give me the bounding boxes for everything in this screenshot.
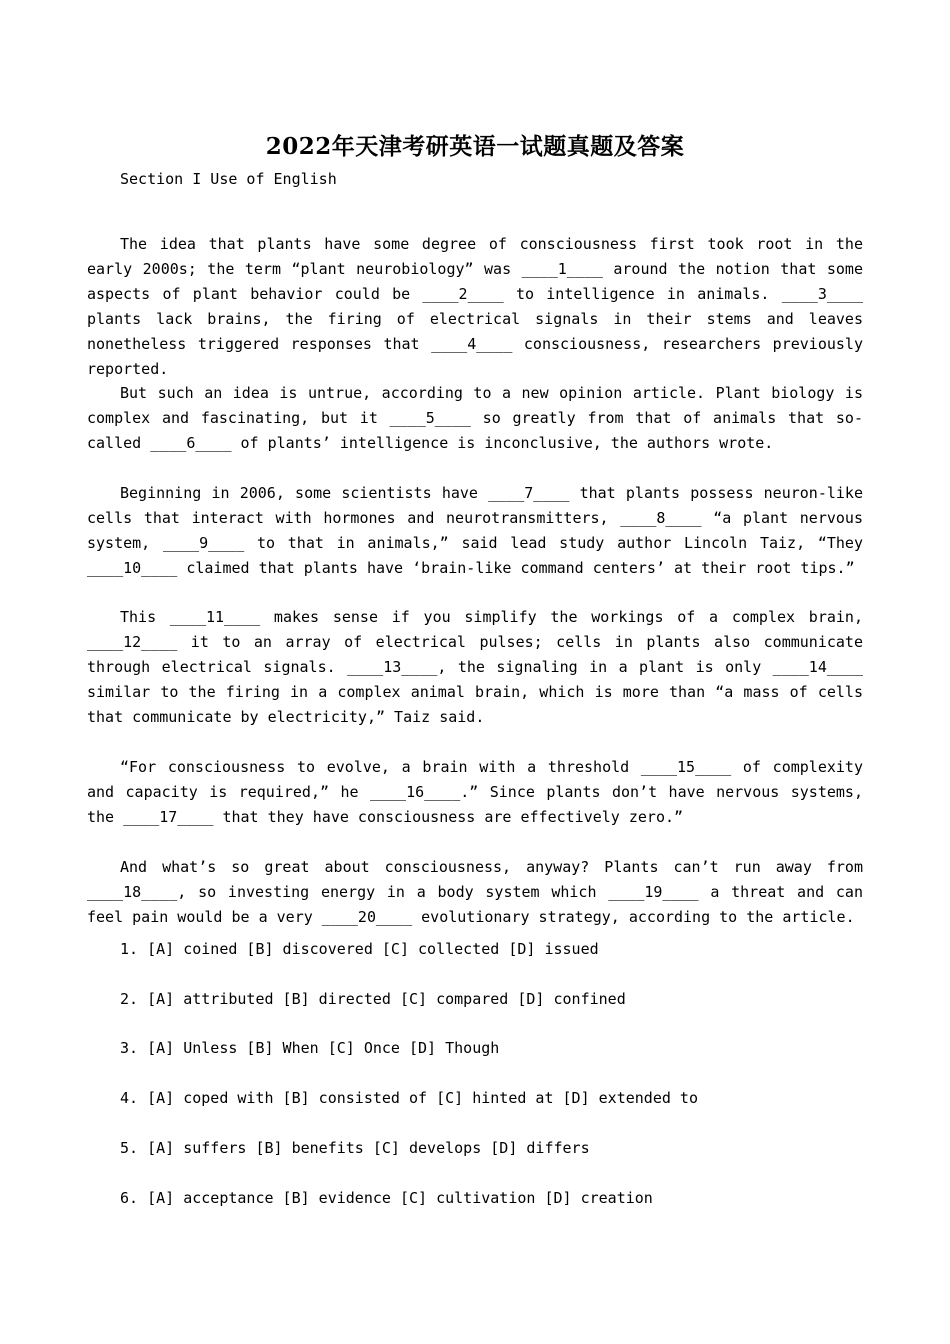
question-item: 1. [A] coined [B] discovered [C] collected [D] issued xyxy=(120,940,599,958)
question-item: 5. [A] suffers [B] benefits [C] develops [D] differs xyxy=(120,1139,590,1157)
passage-paragraph: But such an idea is untrue, according to a new opinion article. Plant biology is complex and fascinating, but it ____5____ so greatly from that of animals that so-called ____6____ of plants’ intelligence is inconclusive, the authors wrote. xyxy=(87,384,863,452)
passage-paragraph: The idea that plants have some degree of consciousness first took root in the early 2000s; the term “plant neurobiology” was ____1____ around the notion that some aspects of plant behavior could be ____2____ to intelligence in animals. ____3____ plants lack brains, the firing of electrical signals in their stems and leaves nonetheless triggered responses that ____4____ consciousness, researchers previously reported. xyxy=(87,235,863,378)
question-item: 3. [A] Unless [B] When [C] Once [D] Though xyxy=(120,1039,500,1057)
passage-paragraph: This ____11____ makes sense if you simplify the workings of a complex brain, ____12____ it to an array of electrical pulses; cells in plants also communicate through electrical signals. ____13____, the signaling in a plant is only ____14____ similar to the firing in a complex animal brain, which is more than “a mass of cells that communicate by electricity,” Taiz said. xyxy=(87,608,863,726)
question-item: 4. [A] coped with [B] consisted of [C] hinted at [D] extended to xyxy=(120,1089,698,1107)
passage-paragraph: Beginning in 2006, some scientists have ____7____ that plants possess neuron-like cells that interact with hormones and neurotransmitters, ____8____ “a plant nervous system, ____9____ to that in animals,” said lead study author Lincoln Taiz, “They ____10____ claimed that plants have ‘brain-like command centers’ at their root tips.” xyxy=(87,484,863,577)
document-title: 2022年天津考研英语一试题真题及答案 xyxy=(265,133,685,160)
section-heading: Section I Use of English xyxy=(120,170,337,188)
passage-paragraph: “For consciousness to evolve, a brain with a threshold ____15____ of complexity and capacity is required,” he ____16____.” Since plants don’t have nervous systems, the ____17____ that they have consciousness are effectively zero.” xyxy=(87,758,863,826)
passage-paragraph: And what’s so great about consciousness, anyway? Plants can’t run away from ____18____, so investing energy in a body system which ____19____ a threat and can feel pain would be a very ____20____ evolutionary strategy, according to the article. xyxy=(87,858,863,926)
question-item: 6. [A] acceptance [B] evidence [C] cultivation [D] creation xyxy=(120,1189,653,1207)
question-item: 2. [A] attributed [B] directed [C] compared [D] confined xyxy=(120,990,626,1008)
